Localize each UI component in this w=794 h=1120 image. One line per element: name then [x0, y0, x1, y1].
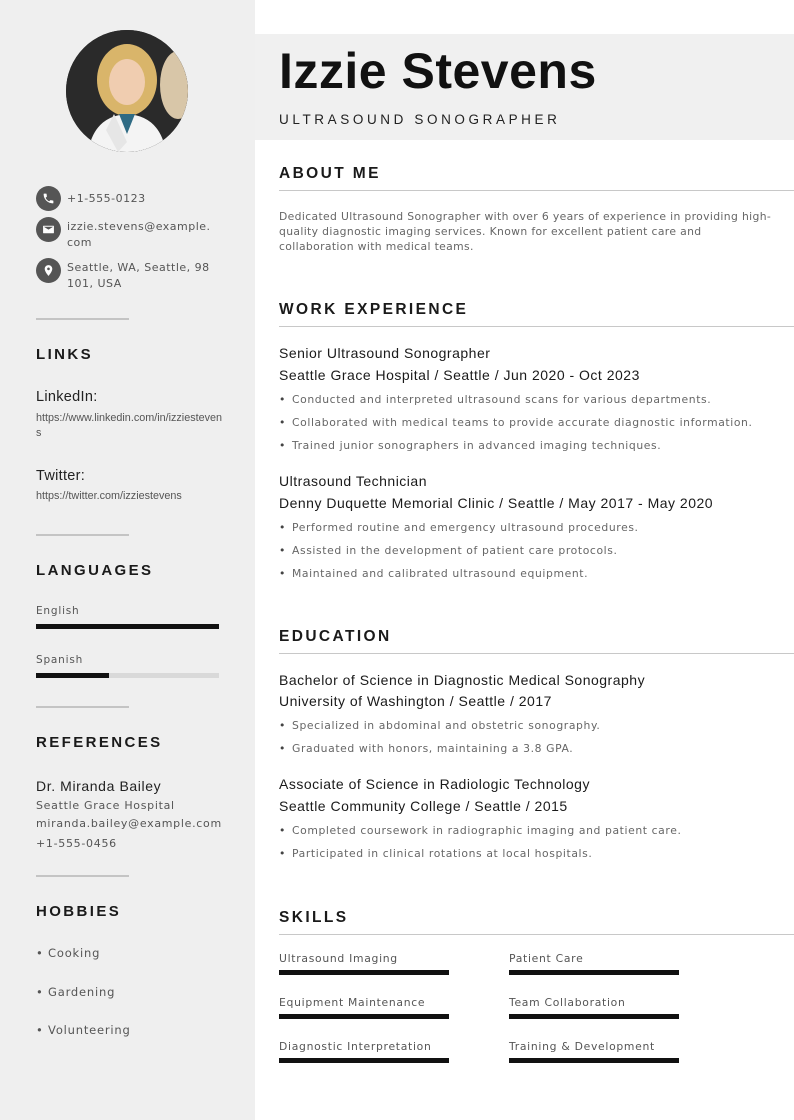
skill-name: Training & Development: [509, 1040, 655, 1053]
references-heading: REFERENCES: [36, 734, 163, 751]
about-text: Dedicated Ultrasound Sonographer with over 6 years of experience in providing high-quality diagnostic imaging services. Known for excellent patient care and collaboration with medical teams.: [279, 210, 772, 253]
candidate-name: Izzie Stevens: [279, 43, 597, 99]
language-name: English: [36, 605, 80, 617]
skill-name: Ultrasound Imaging: [279, 952, 398, 965]
language-level-fill: [36, 673, 109, 678]
skill-level-bar: [509, 1058, 679, 1063]
about-heading: ABOUT ME: [279, 165, 381, 182]
skill-level-fill: [509, 1058, 679, 1063]
job-bullet: • Assisted in the development of patient care protocols.: [279, 544, 618, 557]
language-level-fill: [36, 624, 219, 629]
hobby-item: • Cooking: [36, 946, 101, 960]
contact-phone: [36, 186, 217, 211]
school: Seattle Community College / Seattle / 2015: [279, 798, 568, 814]
contact-email: [36, 217, 217, 251]
section-rule: [279, 653, 794, 654]
phone-icon: [36, 186, 61, 211]
linkedin-label: LinkedIn:: [36, 389, 98, 405]
skill-level-fill: [509, 1014, 679, 1019]
job-bullet: • Maintained and calibrated ultrasound equipment.: [279, 567, 589, 580]
reference-name: Dr. Miranda Bailey: [36, 778, 162, 794]
skill-level-bar: [279, 970, 449, 975]
school: University of Washington / Seattle / 2017: [279, 693, 552, 709]
email-text: izzie.stevens@example.com: [67, 220, 211, 249]
section-rule: [279, 934, 794, 935]
email-icon: [36, 217, 61, 242]
skill-level-fill: [279, 1014, 449, 1019]
contact-address: [36, 258, 217, 292]
hobby-item: • Volunteering: [36, 1023, 131, 1037]
skill-level-fill: [279, 1058, 449, 1063]
degree: Associate of Science in Radiologic Technology: [279, 776, 590, 792]
skill-level-bar: [279, 1058, 449, 1063]
job-bullet: • Trained junior sonographers in advanced imaging techniques.: [279, 439, 662, 452]
skill-name: Equipment Maintenance: [279, 996, 426, 1009]
divider: [36, 875, 129, 877]
job-role: Ultrasound Technician: [279, 473, 427, 489]
language-name: Spanish: [36, 654, 84, 666]
location-pin-icon: [36, 258, 61, 283]
skill-level-bar: [509, 970, 679, 975]
phone-text: +1-555-0123: [67, 192, 146, 205]
job-bullet: • Collaborated with medical teams to provide accurate diagnostic information.: [279, 416, 753, 429]
education-bullet: • Specialized in abdominal and obstetric sonography.: [279, 719, 601, 732]
job-employer: Seattle Grace Hospital / Seattle / Jun 2020 - Oct 2023: [279, 367, 640, 383]
divider: [36, 534, 129, 536]
reference-phone: +1-555-0456: [36, 837, 117, 850]
skill-name: Diagnostic Interpretation: [279, 1040, 432, 1053]
language-level-bar: [36, 624, 219, 629]
profile-photo: [66, 30, 188, 152]
section-rule: [279, 326, 794, 327]
hobbies-heading: HOBBIES: [36, 903, 122, 920]
section-rule: [279, 190, 794, 191]
skill-name: Patient Care: [509, 952, 584, 965]
education-bullet: • Completed coursework in radiographic imaging and patient care.: [279, 824, 682, 837]
linkedin-link[interactable]: https://www.linkedin.com/in/izziestevens: [36, 412, 223, 439]
skills-heading: SKILLS: [279, 909, 349, 926]
degree: Bachelor of Science in Diagnostic Medical Sonography: [279, 672, 646, 688]
reference-company: Seattle Grace Hospital: [36, 799, 175, 812]
twitter-label: Twitter:: [36, 468, 86, 484]
address-text: Seattle, WA, Seattle, 98101, USA: [67, 261, 210, 290]
divider: [36, 318, 129, 320]
job-bullet: • Performed routine and emergency ultrasound procedures.: [279, 521, 639, 534]
language-level-bar: [36, 673, 219, 678]
candidate-title: ULTRASOUND SONOGRAPHER: [279, 112, 561, 127]
skill-level-fill: [279, 970, 449, 975]
languages-heading: LANGUAGES: [36, 562, 154, 579]
divider: [36, 706, 129, 708]
profile-photo-image: [66, 30, 188, 152]
skill-name: Team Collaboration: [509, 996, 626, 1009]
education-heading: EDUCATION: [279, 628, 392, 645]
job-role: Senior Ultrasound Sonographer: [279, 345, 491, 361]
job-bullet: • Conducted and interpreted ultrasound scans for various departments.: [279, 393, 712, 406]
education-bullet: • Participated in clinical rotations at local hospitals.: [279, 847, 593, 860]
reference-email[interactable]: miranda.bailey@example.com: [36, 817, 222, 830]
job-employer: Denny Duquette Memorial Clinic / Seattle / May 2017 - May 2020: [279, 495, 714, 511]
experience-heading: WORK EXPERIENCE: [279, 301, 469, 318]
twitter-link[interactable]: https://twitter.com/izziestevens: [36, 490, 182, 502]
skill-level-bar: [509, 1014, 679, 1019]
education-bullet: • Graduated with honors, maintaining a 3.8 GPA.: [279, 742, 574, 755]
hobby-item: • Gardening: [36, 985, 116, 999]
links-heading: LINKS: [36, 346, 93, 363]
skill-level-bar: [279, 1014, 449, 1019]
skill-level-fill: [509, 970, 679, 975]
